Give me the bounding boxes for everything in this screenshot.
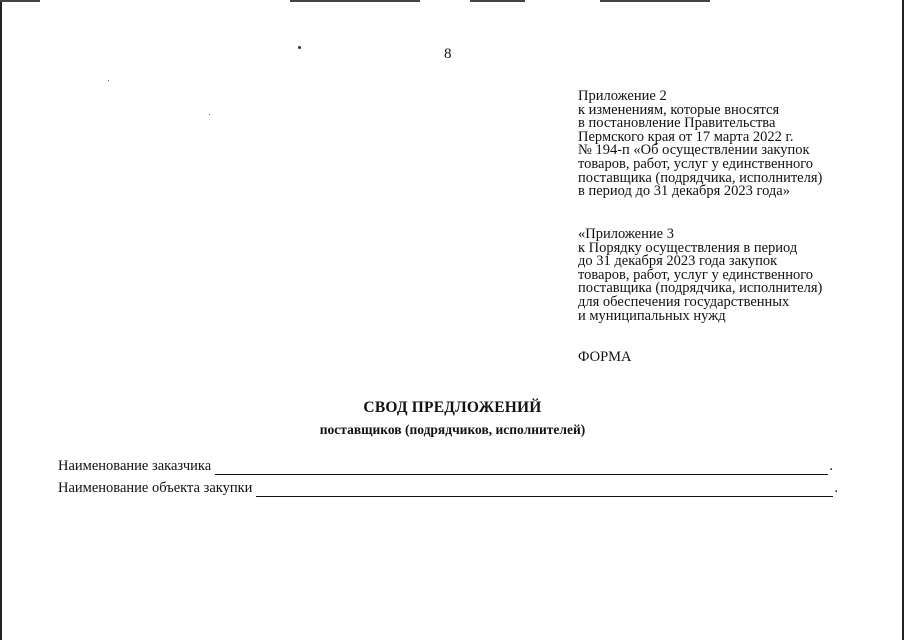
- customer-name-blank-line: [215, 459, 828, 475]
- annex-2-line: к изменениям, которые вносятся: [578, 101, 780, 118]
- scan-border-left: [0, 0, 2, 640]
- annex-3-line: поставщика (подрядчика, исполнителя): [578, 280, 823, 297]
- scan-border-right: [902, 0, 904, 640]
- form-label: ФОРМА: [578, 349, 632, 365]
- document-title: СВОД ПРЕДЛОЖЕНИЙ: [363, 399, 542, 416]
- page-number: 8: [444, 46, 452, 62]
- scan-speck: [108, 80, 109, 81]
- annex-2-line: в период до 31 декабря 2023 года»: [578, 183, 790, 200]
- scan-edge-mark: [600, 0, 710, 2]
- scan-edge-mark: [0, 0, 40, 2]
- scan-speck: [298, 46, 301, 49]
- annex-2-line: Пермского края от 17 марта 2022 г.: [578, 128, 794, 145]
- annex-2-line: № 194-п «Об осуществлении закупок: [578, 142, 810, 159]
- annex-2-line: в постановление Правительства: [578, 115, 776, 132]
- scan-edge-mark: [290, 0, 420, 2]
- annex-2-header: [578, 90, 822, 199]
- customer-name-label: Наименование заказчика: [58, 458, 212, 474]
- customer-name-field: [58, 458, 833, 475]
- customer-name-end: .: [829, 458, 833, 474]
- annex-3-header: [578, 228, 822, 323]
- annex-2-line: Приложение 2: [578, 88, 667, 104]
- scan-edge-mark: [470, 0, 525, 2]
- annex-3-line: и муниципальных нужд: [578, 307, 726, 324]
- scan-speck: [209, 114, 210, 115]
- procurement-object-label: Наименование объекта закупки: [58, 480, 253, 496]
- annex-3-line: «Приложение 3: [578, 226, 674, 242]
- procurement-object-blank-line: [256, 481, 833, 497]
- procurement-object-end: .: [834, 480, 838, 496]
- annex-3-line: товаров, работ, услуг у единственного: [578, 266, 814, 283]
- annex-3-line: для обеспечения государственных: [578, 293, 790, 310]
- document-subtitle: поставщиков (подрядчиков, исполнителей): [319, 422, 586, 437]
- annex-2-line: товаров, работ, услуг у единственного: [578, 155, 814, 172]
- annex-2-line: поставщика (подрядчика, исполнителя): [578, 169, 823, 186]
- annex-3-line: до 31 декабря 2023 года закупок: [578, 253, 778, 270]
- annex-3-line: к Порядку осуществления в период: [578, 239, 798, 256]
- procurement-object-field: [58, 480, 838, 497]
